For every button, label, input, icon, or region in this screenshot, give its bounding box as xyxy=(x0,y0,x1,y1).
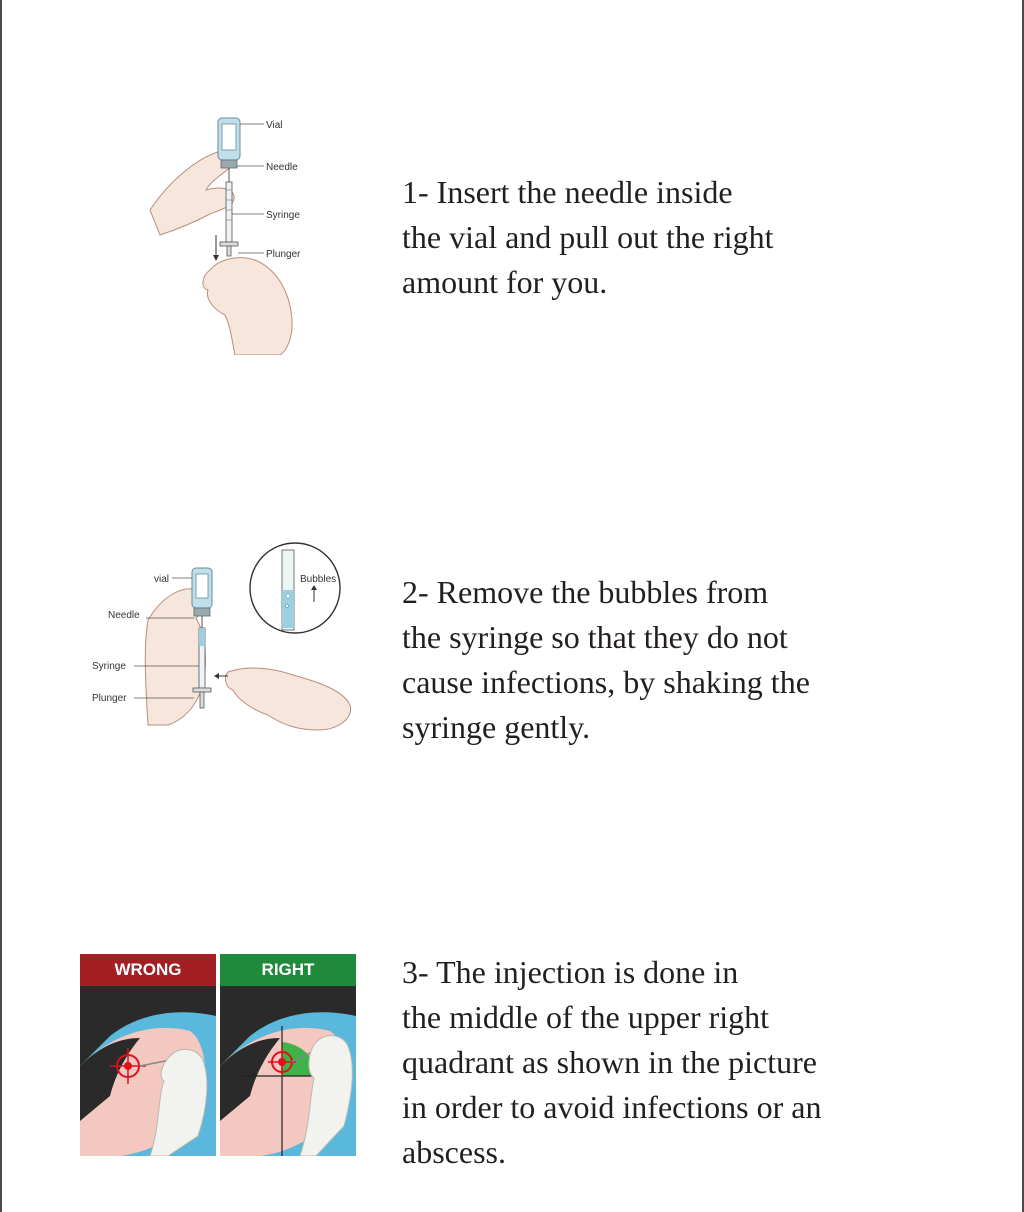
wrong-panel-image xyxy=(80,986,216,1156)
page-left-border xyxy=(0,0,2,1212)
step1-syringe-label: Syringe xyxy=(266,210,300,221)
step3-line: abscess. xyxy=(402,1134,506,1170)
right-panel-image xyxy=(220,986,356,1156)
step2-needle-label: Needle xyxy=(108,610,140,621)
step1-line: the vial and pull out the right xyxy=(402,219,774,255)
step2-plunger-label: Plunger xyxy=(92,693,127,704)
step3-line: in order to avoid infections or an xyxy=(402,1089,822,1125)
step2-line: syringe gently. xyxy=(402,709,591,745)
step2-bubbles-label: Bubbles xyxy=(300,574,337,585)
step1-text xyxy=(402,170,1002,305)
step1-line: amount for you. xyxy=(402,264,608,300)
step2-vial-label: vial xyxy=(154,574,170,585)
wrong-panel xyxy=(80,954,216,1161)
step1-vial-label: Vial xyxy=(266,120,283,131)
step3-line: quadrant as shown in the picture xyxy=(402,1044,817,1080)
step2-text xyxy=(402,570,1002,750)
step2-syringe-label: Syringe xyxy=(92,661,126,672)
step1-illustration xyxy=(140,110,330,355)
step2-line: 2- Remove the bubbles from xyxy=(402,574,769,610)
step3-text xyxy=(402,950,1002,1175)
wrong-panel-header: WRONG xyxy=(80,954,216,986)
step1-plunger-label: Plunger xyxy=(266,249,301,260)
step3-line: 3- The injection is done in xyxy=(402,954,739,990)
step1-line: 1- Insert the needle inside xyxy=(402,174,733,210)
step3-line: the middle of the upper right xyxy=(402,999,770,1035)
right-panel-header: RIGHT xyxy=(220,954,356,986)
step2-line: the syringe so that they do not xyxy=(402,619,788,655)
right-panel xyxy=(220,954,356,1161)
step2-line: cause infections, by shaking the xyxy=(402,664,810,700)
step1-needle-label: Needle xyxy=(266,162,298,173)
step2-illustration xyxy=(88,540,358,760)
